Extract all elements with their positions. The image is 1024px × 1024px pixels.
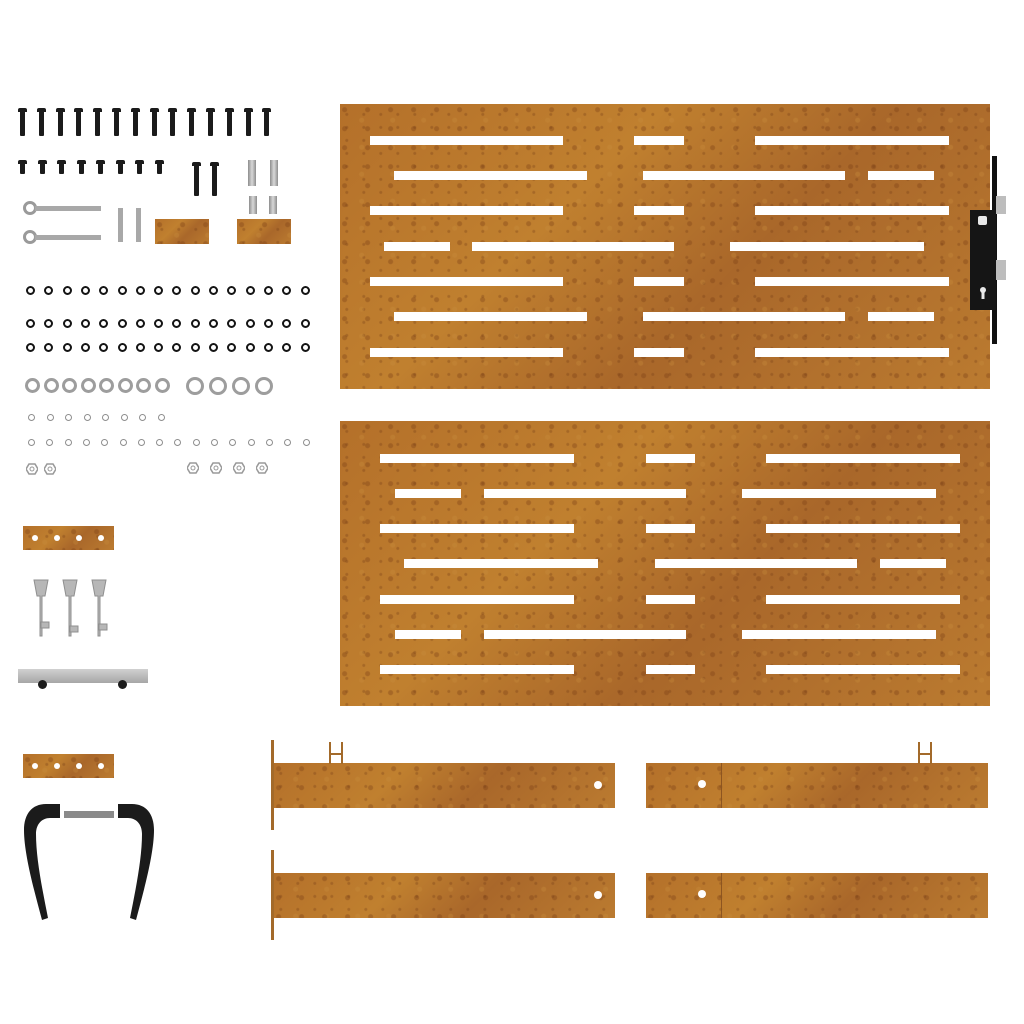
small-ring-icon (102, 414, 109, 421)
screw-icon (40, 162, 45, 174)
screw-icon (98, 162, 103, 174)
panel-slot (755, 206, 949, 215)
small-ring-icon (158, 414, 165, 421)
panel-slot (370, 277, 563, 286)
panel-slot (370, 136, 563, 145)
silver-pin-icon (118, 208, 123, 242)
screw-icon (79, 162, 84, 174)
o-ring-icon (26, 286, 35, 295)
panel-slot (395, 489, 461, 498)
o-ring-icon (118, 286, 127, 295)
post-hole (594, 891, 602, 899)
panel-slot (742, 630, 936, 639)
panel-slot (472, 242, 674, 251)
screw-icon (58, 110, 63, 136)
panel-slot (755, 136, 949, 145)
post-bar (274, 763, 615, 808)
eye-bolt-icon (22, 230, 102, 244)
post-joint (721, 763, 722, 808)
screw-icon (137, 162, 142, 174)
small-ring-icon (28, 414, 35, 421)
small-ring-icon (174, 439, 181, 446)
panel-slot (755, 277, 949, 286)
post-joint (721, 873, 722, 918)
panel-slot (370, 206, 563, 215)
lock-plate (18, 669, 148, 683)
o-ring-icon (136, 286, 145, 295)
o-ring-icon (282, 343, 291, 352)
screw-icon (20, 110, 25, 136)
washer-icon (186, 377, 204, 395)
silver-spacer-icon (249, 196, 257, 214)
o-ring-icon (209, 319, 218, 328)
panel-slot (766, 454, 960, 463)
lock-roller (118, 680, 127, 689)
hex-nut-icon (26, 462, 38, 474)
post-hole (698, 780, 706, 788)
small-ring-icon (65, 414, 72, 421)
o-ring-icon (172, 286, 181, 295)
washer-icon (81, 378, 96, 393)
washer-icon (62, 378, 77, 393)
washer-icon (255, 377, 273, 395)
o-ring-icon (209, 286, 218, 295)
hex-nut-icon (187, 461, 199, 473)
hinge-clip-icon (328, 740, 344, 764)
o-ring-icon (227, 286, 236, 295)
small-ring-icon (120, 439, 127, 446)
gate-panel-top (340, 104, 990, 389)
panel-slot (655, 559, 857, 568)
small-ring-icon (84, 414, 91, 421)
panel-slot (484, 630, 686, 639)
hex-nut-icon (233, 461, 245, 473)
o-ring-icon (246, 286, 255, 295)
panel-slot (868, 171, 934, 180)
small-ring-icon (193, 439, 200, 446)
o-ring-icon (63, 286, 72, 295)
panel-slot (766, 524, 960, 533)
o-ring-icon (246, 343, 255, 352)
o-ring-icon (44, 343, 53, 352)
o-ring-icon (118, 319, 127, 328)
o-ring-icon (136, 343, 145, 352)
o-ring-icon (282, 286, 291, 295)
keys-group (30, 578, 120, 642)
panel-slot (484, 489, 686, 498)
o-ring-icon (227, 319, 236, 328)
silver-bolt-icon (270, 160, 278, 186)
mounting-strip (23, 754, 114, 778)
screw-icon (39, 110, 44, 136)
post-hole (698, 890, 706, 898)
panel-slot (880, 559, 946, 568)
o-ring-icon (81, 343, 90, 352)
o-ring-icon (264, 286, 273, 295)
o-ring-icon (191, 343, 200, 352)
hex-nut-icon (210, 461, 222, 473)
hex-nut-icon (256, 461, 268, 473)
o-ring-icon (99, 286, 108, 295)
panel-slot (766, 595, 960, 604)
o-ring-icon (154, 319, 163, 328)
o-ring-icon (99, 319, 108, 328)
screw-icon (246, 110, 251, 136)
o-ring-icon (246, 319, 255, 328)
washer-icon (155, 378, 170, 393)
washer-icon (136, 378, 151, 393)
o-ring-icon (118, 343, 127, 352)
small-ring-icon (83, 439, 90, 446)
screw-icon (59, 162, 64, 174)
washer-icon (44, 378, 59, 393)
small-ring-icon (121, 414, 128, 421)
o-ring-icon (301, 286, 310, 295)
screw-icon (76, 110, 81, 136)
silver-spacer-icon (269, 196, 277, 214)
small-ring-icon (156, 439, 163, 446)
small-ring-icon (28, 439, 35, 446)
small-ring-icon (303, 439, 310, 446)
o-ring-icon (154, 343, 163, 352)
small-ring-icon (65, 439, 72, 446)
o-ring-icon (136, 319, 145, 328)
panel-slot (643, 171, 845, 180)
washer-icon (118, 378, 133, 393)
o-ring-icon (44, 319, 53, 328)
gate-panel-bottom (340, 421, 990, 706)
o-ring-icon (44, 286, 53, 295)
o-ring-icon (26, 319, 35, 328)
panel-slot (730, 242, 924, 251)
panel-slot (646, 454, 695, 463)
panel-slot (384, 242, 450, 251)
screw-icon (133, 110, 138, 136)
washer-icon (25, 378, 40, 393)
panel-slot (643, 312, 845, 321)
o-ring-icon (99, 343, 108, 352)
panel-slot (380, 595, 574, 604)
gate-lock-mechanism (970, 156, 1010, 344)
o-ring-icon (63, 343, 72, 352)
small-ring-icon (211, 439, 218, 446)
lock-roller (38, 680, 47, 689)
panel-slot (742, 489, 936, 498)
small-ring-icon (139, 414, 146, 421)
o-ring-icon (26, 343, 35, 352)
o-ring-icon (301, 343, 310, 352)
post-bar (274, 873, 615, 918)
panel-slot (766, 665, 960, 674)
panel-slot (404, 559, 598, 568)
o-ring-icon (209, 343, 218, 352)
bolt-icon (212, 164, 217, 196)
o-ring-icon (154, 286, 163, 295)
washer-icon (232, 377, 250, 395)
eye-bolt-icon (22, 201, 102, 215)
rust-block (155, 219, 209, 244)
o-ring-icon (227, 343, 236, 352)
panel-slot (370, 348, 563, 357)
o-ring-icon (301, 319, 310, 328)
panel-slot (394, 312, 587, 321)
small-ring-icon (284, 439, 291, 446)
o-ring-icon (191, 286, 200, 295)
silver-bolt-icon (248, 160, 256, 186)
panel-slot (868, 312, 934, 321)
panel-slot (634, 136, 684, 145)
screw-icon (227, 110, 232, 136)
o-ring-icon (264, 319, 273, 328)
o-ring-icon (282, 319, 291, 328)
post-hole (594, 781, 602, 789)
panel-slot (646, 595, 695, 604)
screw-icon (208, 110, 213, 136)
panel-slot (634, 206, 684, 215)
hinge-clip-icon (917, 740, 933, 764)
screw-icon (189, 110, 194, 136)
o-ring-icon (63, 319, 72, 328)
panel-slot (646, 524, 695, 533)
o-ring-icon (264, 343, 273, 352)
o-ring-icon (172, 343, 181, 352)
panel-slot (634, 277, 684, 286)
latch-bolt (996, 196, 1006, 214)
keyhole-icon (979, 286, 987, 300)
small-ring-icon (47, 414, 54, 421)
dead-bolt (996, 260, 1006, 280)
o-ring-icon (172, 319, 181, 328)
small-ring-icon (46, 439, 53, 446)
spindle-hole-icon (978, 216, 987, 225)
washer-icon (209, 377, 227, 395)
panel-slot (646, 665, 695, 674)
o-ring-icon (81, 286, 90, 295)
screw-icon (152, 110, 157, 136)
screw-icon (264, 110, 269, 136)
bolt-icon (194, 164, 199, 196)
small-ring-icon (229, 439, 236, 446)
mounting-strip (23, 526, 114, 550)
screw-icon (157, 162, 162, 174)
panel-slot (395, 630, 461, 639)
small-ring-icon (266, 439, 273, 446)
small-ring-icon (101, 439, 108, 446)
o-ring-icon (191, 319, 200, 328)
screw-icon (20, 162, 25, 174)
small-ring-icon (138, 439, 145, 446)
washer-icon (99, 378, 114, 393)
panel-slot (380, 524, 574, 533)
screw-icon (95, 110, 100, 136)
door-handle-set (12, 800, 172, 926)
screw-icon (114, 110, 119, 136)
screw-icon (118, 162, 123, 174)
rust-block (237, 219, 291, 244)
panel-slot (634, 348, 684, 357)
o-ring-icon (81, 319, 90, 328)
panel-slot (380, 454, 574, 463)
panel-slot (394, 171, 587, 180)
panel-slot (755, 348, 949, 357)
small-ring-icon (248, 439, 255, 446)
screw-icon (170, 110, 175, 136)
hex-nut-icon (44, 462, 56, 474)
silver-pin-icon (136, 208, 141, 242)
panel-slot (380, 665, 574, 674)
